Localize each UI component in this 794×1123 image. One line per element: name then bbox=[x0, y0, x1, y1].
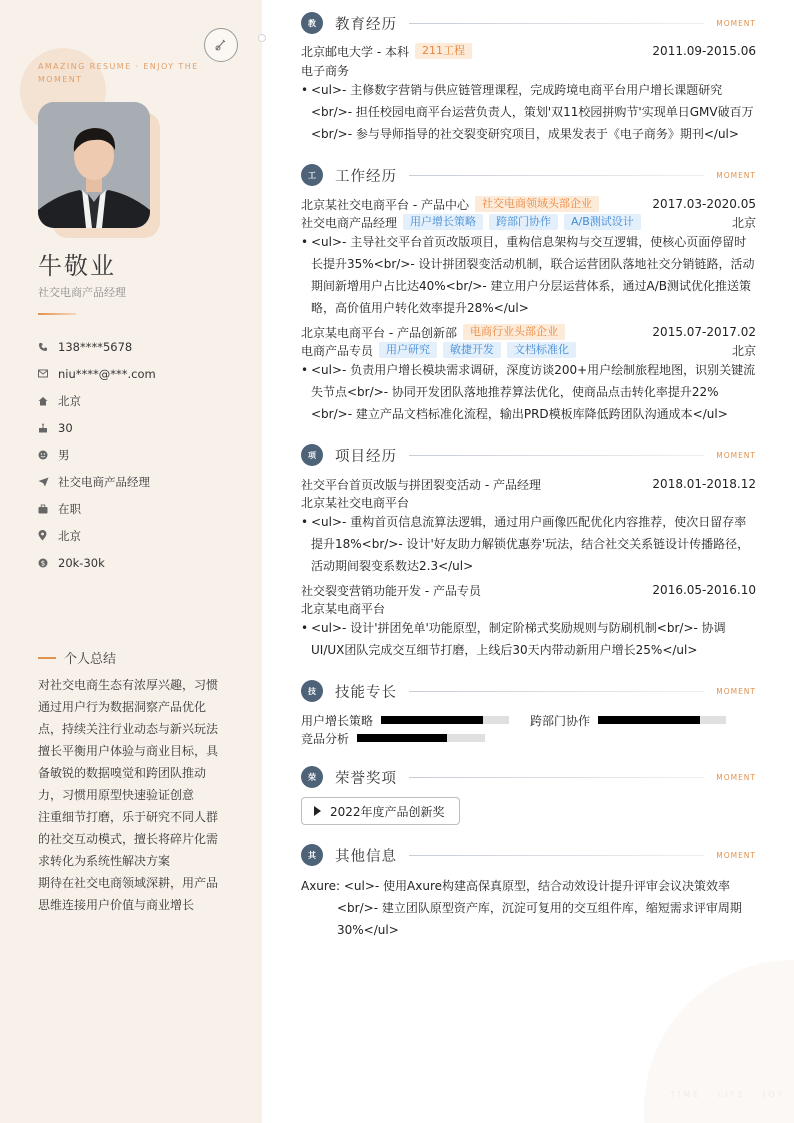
section-skills-heading bbox=[301, 679, 756, 703]
section-moment: MOMENT bbox=[716, 772, 756, 782]
skill-item bbox=[301, 729, 485, 747]
project-period: 2016.05-2016.10 bbox=[652, 583, 756, 597]
work-city: 北京 bbox=[731, 215, 756, 230]
section-moment: MOMENT bbox=[716, 450, 756, 460]
skill-name: 跨部门协作 bbox=[530, 713, 591, 728]
section-title: 工作经历 bbox=[335, 168, 397, 185]
section-other-heading bbox=[301, 843, 756, 867]
project-row bbox=[301, 475, 756, 493]
skill-bar-fill bbox=[357, 734, 447, 742]
skill-tag: A/B测试设计 bbox=[564, 214, 641, 230]
section-line bbox=[409, 175, 704, 176]
school-name: 北京邮电大学 - 本科 bbox=[301, 44, 409, 59]
contact-email: niu****@***.com bbox=[38, 360, 156, 387]
summary-heading: 个人总结 bbox=[38, 648, 116, 667]
section-title: 荣誉奖项 bbox=[335, 770, 397, 787]
work-position-row bbox=[301, 341, 756, 359]
skill-tag: 敏捷开发 bbox=[443, 342, 501, 358]
section-line bbox=[409, 777, 704, 778]
work-period: 2017.03-2020.05 bbox=[652, 197, 756, 211]
position-title: 电商产品专员 bbox=[301, 343, 374, 358]
project-row bbox=[301, 581, 756, 599]
divider bbox=[38, 313, 76, 315]
work-company-row bbox=[301, 323, 756, 341]
decorative-ring bbox=[258, 34, 266, 42]
section-title: 教育经历 bbox=[335, 16, 397, 33]
section-moment: MOMENT bbox=[716, 686, 756, 696]
skill-bar bbox=[598, 716, 726, 724]
skill-bar-fill bbox=[598, 716, 700, 724]
project-description: • <ul>- 重构首页信息流算法逻辑，通过用户画像匹配优化内容推荐，使次日留存率提升18%<br/>- 设计'好友助力解锁优惠券'玩法，结合社交关系链设计传播路径，活动期间裂变系数达2.3</ul> bbox=[301, 511, 756, 577]
avatar bbox=[38, 102, 150, 228]
education-description: • <ul>- 主修数字营销与供应链管理课程，完成跨境电商平台用户增长课题研究<br/>- 担任校园电商平台运营负责人，策划'双11校园拼购节'实现单日GMV破百万<br/>- 参与导师指导的社交裂变研究项目，成果发表于《电子商务》期刊</ul> bbox=[301, 79, 756, 145]
section-work-heading bbox=[301, 163, 756, 187]
section-moment: MOMENT bbox=[716, 850, 756, 860]
company-tag: 电商行业头部企业 bbox=[463, 324, 565, 340]
svg-text:$: $ bbox=[40, 558, 46, 567]
section-moment: MOMENT bbox=[716, 18, 756, 28]
work-city: 北京 bbox=[731, 343, 756, 358]
summary-dash bbox=[38, 657, 56, 659]
education-major: 电子商务 bbox=[301, 63, 350, 78]
briefcase-icon bbox=[38, 504, 58, 514]
location-icon bbox=[38, 530, 58, 541]
skill-bar-fill bbox=[381, 716, 483, 724]
other-info bbox=[301, 875, 756, 941]
project-name: 社交裂变营销功能开发 - 产品专员 bbox=[301, 583, 481, 598]
candidate-role: 社交电商产品经理 bbox=[38, 286, 126, 299]
company-name: 北京某社交电商平台 - 产品中心 bbox=[301, 197, 469, 212]
section-badge: 其 bbox=[301, 844, 323, 866]
skill-item bbox=[301, 711, 509, 729]
play-icon bbox=[314, 806, 321, 816]
contact-status: 在职 bbox=[38, 495, 156, 522]
summary-text: 对社交电商生态有浓厚兴趣，习惯 通过用户行为数据洞察产品优化 点，持续关注行业动态与新兴玩法 擅长平衡用户体验与商业目标，具 备敏锐的数据嗅觉和跨团队推动 力，习惯用原型快速验证创意 注重细节打磨，乐于研究不同人群 的社交互动模式，擅长将碎片化需 求转化为系统性解决方案 期待在社交电商领域深耕，用产品 思维连接用户价值与商业增长 bbox=[38, 678, 219, 912]
footer-watermark: TIME · LIFE · JOY bbox=[670, 1090, 786, 1099]
work-company-row bbox=[301, 195, 756, 213]
send-icon bbox=[38, 477, 58, 487]
project-org: 北京某电商平台 bbox=[301, 601, 386, 616]
work-description: • <ul>- 主导社交平台首页改版项目，重构信息架构与交互逻辑，使核心页面停留时长提升35%<br/>- 设计拼团裂变活动机制，联合运营团队落地社交分销链路，活动期间新增用户占比达40%<br/>- 建立用户分层运营体系，通过A/B测试优化推送策略，高价值用户转化效率提升28%</ul> bbox=[301, 231, 756, 319]
skill-tag: 跨部门协作 bbox=[489, 214, 558, 230]
section-badge: 教 bbox=[301, 12, 323, 34]
contact-location: 北京 bbox=[38, 522, 156, 549]
position-title: 社交电商产品经理 bbox=[301, 215, 398, 230]
edit-icon[interactable] bbox=[204, 28, 238, 62]
company-name: 北京某电商平台 - 产品创新部 bbox=[301, 325, 457, 340]
contact-home: 北京 bbox=[38, 387, 156, 414]
section-education-heading bbox=[301, 11, 756, 35]
section-line bbox=[409, 455, 704, 456]
section-moment: MOMENT bbox=[716, 170, 756, 180]
work-position-row bbox=[301, 213, 756, 231]
project-description: • <ul>- 设计'拼团免单'功能原型，制定阶梯式奖励规则与防刷机制<br/>- 协调UI/UX团队完成交互细节打磨，上线后30天内带动新用户增长25%</ul> bbox=[301, 617, 756, 661]
skill-item bbox=[530, 711, 726, 729]
company-tag: 社交电商领域头部企业 bbox=[475, 196, 599, 212]
sidebar bbox=[0, 0, 262, 1123]
section-title: 其他信息 bbox=[335, 848, 397, 865]
section-line bbox=[409, 691, 704, 692]
home-icon bbox=[38, 396, 58, 406]
project-period: 2018.01-2018.12 bbox=[652, 477, 756, 491]
contact-gender: 男 bbox=[38, 441, 156, 468]
phone-icon bbox=[38, 342, 58, 352]
main-content bbox=[301, 0, 756, 1123]
other-label: Axure: bbox=[301, 879, 341, 893]
contact-salary: $ 20k-30k bbox=[38, 549, 156, 576]
skill-name: 用户增长策略 bbox=[301, 713, 374, 728]
contact-age: 30 bbox=[38, 414, 156, 441]
project-name: 社交平台首页改版与拼团裂变活动 - 产品经理 bbox=[301, 477, 541, 492]
contact-phone: 138****5678 bbox=[38, 333, 156, 360]
contact-list bbox=[38, 333, 156, 576]
skill-tag: 用户增长策略 bbox=[403, 214, 483, 230]
section-badge: 项 bbox=[301, 444, 323, 466]
cake-icon bbox=[38, 423, 58, 433]
candidate-name: 牛敬业 bbox=[38, 252, 116, 280]
section-badge: 荣 bbox=[301, 766, 323, 788]
section-title: 技能专长 bbox=[335, 684, 397, 701]
mail-icon bbox=[38, 369, 58, 378]
skill-bar bbox=[357, 734, 485, 742]
section-honors-heading bbox=[301, 765, 756, 789]
section-line bbox=[409, 23, 704, 24]
contact-intent: 社交电商产品经理 bbox=[38, 468, 156, 495]
section-badge: 技 bbox=[301, 680, 323, 702]
education-period: 2011.09-2015.06 bbox=[652, 44, 756, 58]
work-period: 2015.07-2017.02 bbox=[652, 325, 756, 339]
section-projects-heading bbox=[301, 443, 756, 467]
skill-tag: 用户研究 bbox=[379, 342, 437, 358]
school-tag: 211工程 bbox=[415, 43, 472, 59]
education-row bbox=[301, 42, 756, 60]
skill-tag: 文档标准化 bbox=[507, 342, 576, 358]
other-text: <ul>- 使用Axure构建高保真原型，结合动效设计提升评审会议决策效率<br/>- 建立团队原型资产库，沉淀可复用的交互组件库，缩短需求评审周期30%</ul> bbox=[337, 879, 742, 937]
section-title: 项目经历 bbox=[335, 448, 397, 465]
smile-icon bbox=[38, 450, 58, 460]
skill-bar bbox=[381, 716, 509, 724]
section-badge: 工 bbox=[301, 164, 323, 186]
project-org: 北京某社交电商平台 bbox=[301, 495, 410, 510]
work-description: • <ul>- 负责用户增长模块需求调研，深度访谈200+用户绘制旅程地图，识别关键流失节点<br/>- 协同开发团队落地推荐算法优化，使商品点击转化率提升22%<br/>- 建立产品文档标准化流程，输出PRD模板库降低跨团队沟通成本</ul> bbox=[301, 359, 756, 425]
skill-name: 竞品分析 bbox=[301, 731, 350, 746]
section-line bbox=[409, 855, 704, 856]
slogan: AMAZING RESUME · ENJOY THE MOMENT bbox=[38, 62, 199, 84]
award-label: 2022年度产品创新奖 bbox=[330, 804, 445, 819]
award-chip[interactable] bbox=[301, 797, 460, 825]
salary-icon bbox=[38, 558, 58, 568]
